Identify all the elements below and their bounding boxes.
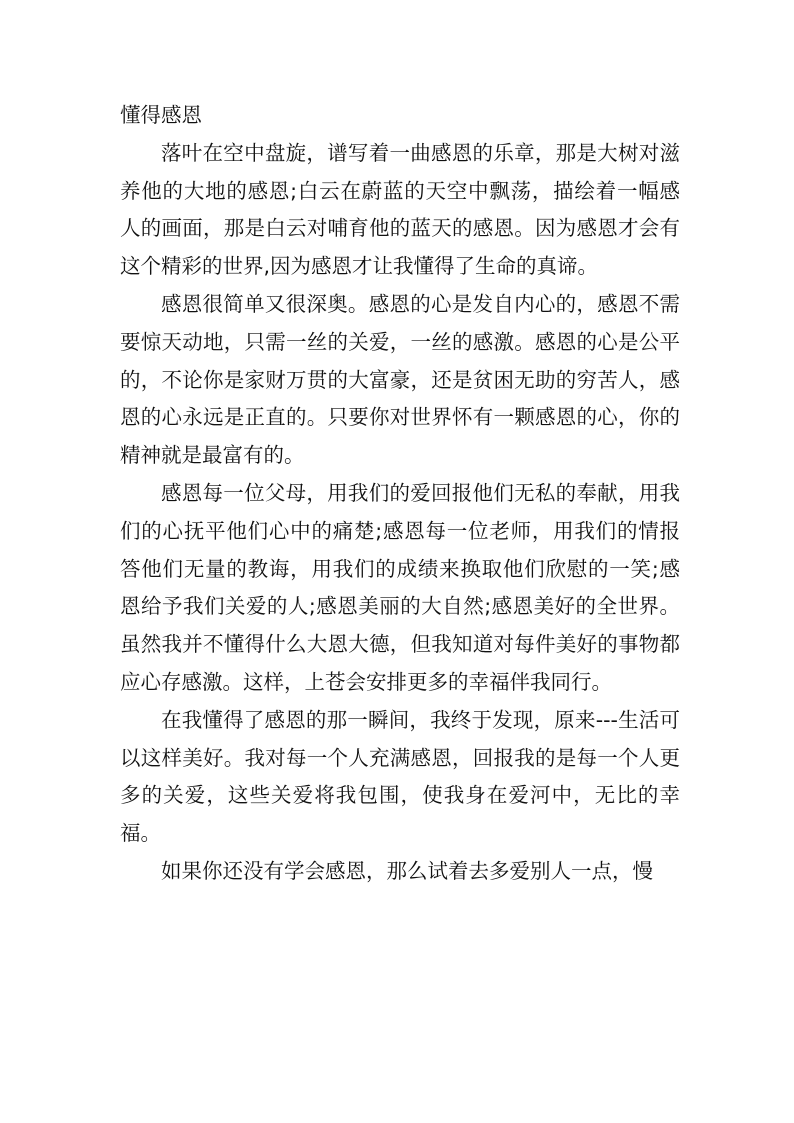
paragraph-3: 感恩每一位父母，用我们的爱回报他们无私的奉献，用我们的心抚平他们心中的痛楚;感恩每一位老师，用我们的情报答他们无量的教诲，用我们的成绩来换取他们欣慰的一笑;感恩给予我们关爱的人;感恩美丽的大自然;感恩美好的全世界。虽然我并不懂得什么大恩大德，但我知道对每件美好的事物都应心存感激。这样，上苍会安排更多的幸福伴我同行。: [120, 480, 680, 694]
paragraph-4: 在我懂得了感恩的那一瞬间，我终于发现，原来---生活可以这样美好。我对每一个人充满感恩，回报我的是每一个人更多的关爱，这些关爱将我包围，使我身在爱河中，无比的幸福。: [120, 707, 680, 846]
document-body: [120, 97, 680, 891]
paragraph-2: 感恩很简单又很深奥。感恩的心是发自内心的，感恩不需要惊天动地，只需一丝的关爱，一丝的感激。感恩的心是公平的，不论你是家财万贯的大富豪，还是贫困无助的穷苦人，感恩的心永远是正直的。只要你对世界怀有一颗感恩的心，你的精神就是最富有的。: [120, 291, 680, 468]
paragraph-5: 如果你还没有学会感恩，那么试着去多爱别人一点，慢: [161, 858, 653, 883]
document-title: 懂得感恩: [120, 103, 202, 127]
paragraph-1: 落叶在空中盘旋，谱写着一曲感恩的乐章，那是大树对滋养他的大地的感恩;白云在蔚蓝的天空中飘荡，描绘着一幅感人的画面，那是白云对哺育他的蓝天的感恩。因为感恩才会有这个精彩的世界,因为感恩才让我懂得了生命的真谛。: [120, 140, 680, 279]
